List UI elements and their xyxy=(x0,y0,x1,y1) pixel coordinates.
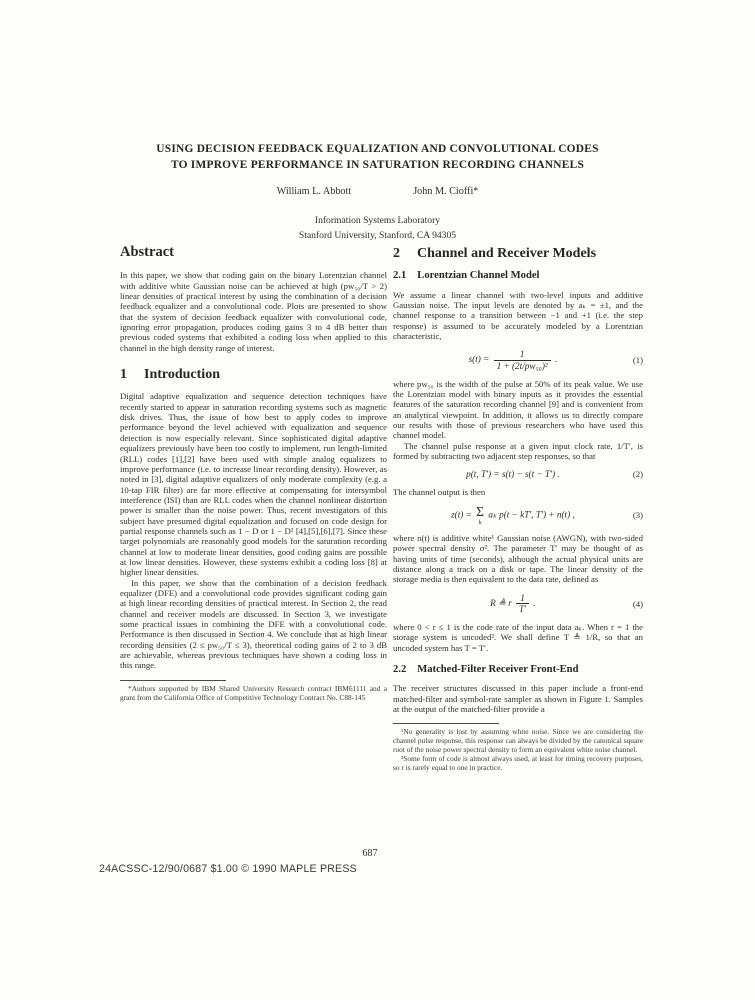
intro-paragraph-1: Digital adaptive equalization and sequence detection techniques have recently started to appear in saturation recording systems such as magnetic disk drives. Thus, the issue of how best to apply codes to improve performance beyond the level achieved with equalization and sequence detection is now especially relevant. Since sophisticated digital adaptive equalizers previously have been too costly to implement, run length-limited (RLL) codes [1],[2] have been used with simple analog equalizers to improve performance (i.e. to increase linear recording density). However, as noted in [3], digital adaptive equalizers of only moderate complexity (e.g. a 10-tap FIR filter) are far more effective at compensating for intersymbol interference (ISI) than are RLL codes when the channel nonlinear distortion power is smaller than the noise power. Thus, recent investigators of this subject have presumed digital equalization and focused on code design for partial response channels such as 1 − D or 1 − D² [4],[5],[6],[7]. Since these target polynomials are reasonably good models for the saturation recording channel at low to moderate linear densities, good coding gains are possible at low linear densities. However, these systems exhibit a coding loss [8] at higher linear densities. xyxy=(120,391,387,578)
equation-4-punct: . xyxy=(531,598,536,608)
equation-3-rhs: aₖ p(t − kT′, T′) + n(t) , xyxy=(486,509,575,520)
equation-3 xyxy=(393,505,643,526)
equation-3-body xyxy=(393,505,633,526)
equation-4-lhs: R ≜ r xyxy=(490,598,514,608)
author-cioffi: John M. Cioffi* xyxy=(413,185,479,197)
page-number: 687 xyxy=(362,848,378,859)
right-column xyxy=(393,247,643,772)
affiliation-university: Stanford University, Stanford, CA 94305 xyxy=(298,229,457,241)
equation-4-denominator: T′ xyxy=(516,603,529,615)
author-support-footnote: *Authors supported by IBM Shared University Research contract IBM61111 and a grant from the California Office of Competitive Technology Contract No. C88-145 xyxy=(120,683,387,702)
section-2-title: Channel and Receiver Models xyxy=(417,246,597,261)
equation-4 xyxy=(393,593,643,615)
equation-2-number: (2) xyxy=(632,469,643,480)
equation-4-numerator: 1 xyxy=(520,592,525,603)
equation-1-numerator: 1 xyxy=(519,349,525,360)
section-2-2-heading xyxy=(393,665,643,675)
abstract-text: In this paper, we show that coding gain on the binary Lorentzian channel with additive white Gaussian noise can be achieved at high (pw₅₀/T > 2) linear densities of practical interest by using the combination of a decision feedback equalizer and a convolutional code. Plots are presented to show that the system of decision feedback equalizer with convolutional code, ignoring error propagation, produces coding gains 3 to 4 dB better than previous coded systems that exhibited a coding loss when applied to this channel in the high density range of interest. xyxy=(120,270,387,353)
sum-index: k xyxy=(478,518,482,526)
footnote-2: ²Some form of code is almost always used, at least for timing recovery purposes, so r is rarely equal to one in practice. xyxy=(393,753,643,772)
sec22-paragraph-1: The receiver structures discussed in this paper include a front-end matched-filter and symbol-rate sampler as shown in Figure 1. Samples at the output of the matched-filter provide a xyxy=(393,683,643,715)
paper-title-line2: TO IMPROVE PERFORMANCE IN SATURATION RECORDING CHANNELS xyxy=(170,158,585,171)
copyright-line: 24ACSSC-12/90/0687 $1.00 © 1990 MAPLE PRESS xyxy=(99,863,357,875)
footnote-1: ¹No generality is lost by assuming white noise. Since we are considering the channel pulse response, this response can always be divided by the canonical square root of the noise power spectral density to form an equivalent white noise channel. xyxy=(393,727,643,754)
equation-3-number: (3) xyxy=(632,510,643,521)
author-abbott: William L. Abbott xyxy=(276,185,352,197)
section-2-2-number: 2.2 xyxy=(393,664,407,675)
equation-1-fraction xyxy=(494,349,551,371)
equation-1-lhs: s(t) = xyxy=(468,354,492,365)
equation-4-body xyxy=(393,593,633,615)
authors xyxy=(0,186,755,197)
left-column xyxy=(120,244,387,702)
sum-symbol xyxy=(476,505,484,526)
paper-title-line1: USING DECISION FEEDBACK EQUALIZATION AND CONVOLUTIONAL CODES xyxy=(156,143,599,155)
sec21-paragraph-5: where n(t) is additive white¹ Gaussian noise (AWGN), with two-sided power spectral density σ². The parameter T′ may be thought of as having units of time (seconds), although the actual physical units are distance along a track on a disk or tape. The linear density of the storage media is then equivalent to the data rate, defined as xyxy=(393,533,643,585)
section-1-number: 1 xyxy=(120,367,127,383)
equation-3-lhs: z(t) = xyxy=(451,509,475,520)
affiliation-lab: Information Systems Laboratory xyxy=(314,214,441,226)
right-footnotes xyxy=(393,728,643,772)
paper-title xyxy=(0,142,755,174)
section-2-number: 2 xyxy=(393,246,400,261)
equation-1-number: (1) xyxy=(632,355,643,366)
equation-4-number: (4) xyxy=(632,598,643,609)
equation-2-body: p(t, T′) = s(t) − s(t − T′) . xyxy=(466,469,560,480)
equation-2 xyxy=(393,469,643,479)
sec21-paragraph-2: where pw₅₀ is the width of the pulse at 50% of its peak value. We use the Lorentzian model with binary inputs as it provides the essential features of the saturation recording channel [9] and is convenient from an analytical viewpoint. In addition, it allows us to directly compare our results with those of previous researchers who have used this channel model. xyxy=(393,378,643,441)
left-footnote xyxy=(120,685,387,703)
equation-1-denominator: 1 + (2t/pw₅₀)² xyxy=(494,360,551,372)
sec21-paragraph-6: where 0 < r ≤ 1 is the code rate of the input data aₖ. When r = 1 the storage system is uncoded². We shall define T ≜ 1/R, so that an uncoded system has T = T′. xyxy=(393,621,643,653)
footnote-rule-right xyxy=(393,723,499,724)
section-2-2-title: Matched-Filter Receiver Front-End xyxy=(417,664,579,675)
sigma-glyph: Σ xyxy=(476,504,485,519)
equation-4-fraction xyxy=(516,593,529,615)
section-2-1-heading xyxy=(393,271,643,281)
section-2-1-number: 2.1 xyxy=(393,270,407,282)
intro-paragraph-2: In this paper, we show that the combination of a decision feedback equalizer (DFE) and a convolutional code provides significant coding gain at high linear recording densities of practical interest. In Section 2, the read channel and receiver models are discussed. In Section 3, we investigate some practical issues in combining the DFE with a convolutional code. Performance is then discussed in Section 4. We conclude that at high linear recording densities (2 ≤ pw₅₀/T ≤ 3), theoretical coding gains of 2 to 3 dB are achievable, whereas previous techniques have shown a coding loss in this range. xyxy=(120,577,387,671)
title-block xyxy=(0,142,755,244)
equation-1 xyxy=(393,349,643,371)
footnote-rule-left xyxy=(120,680,226,681)
sec21-paragraph-3: The channel pulse response at a given input clock rate, 1/T′, is formed by subtracting two adjacent step responses, so that xyxy=(393,440,643,461)
sec21-paragraph-4: The channel output is then xyxy=(393,486,486,497)
affiliation xyxy=(0,214,755,244)
section-2-heading xyxy=(393,246,643,261)
equation-1-body xyxy=(393,349,633,371)
abstract-heading: Abstract xyxy=(120,244,174,260)
equation-1-punct: . xyxy=(552,354,558,365)
section-2-1-title: Lorentzian Channel Model xyxy=(417,270,540,282)
sec21-paragraph-1: We assume a linear channel with two-level inputs and additive Gaussian noise. The input levels are denoted by aₖ = ±1, and the channel response to a transition between −1 and +1 (i.e. the step response) is assumed to be accurately modeled by a Lorentzian characteristic, xyxy=(393,289,643,342)
section-1-title: Introduction xyxy=(144,367,220,383)
section-1-heading xyxy=(120,367,387,383)
